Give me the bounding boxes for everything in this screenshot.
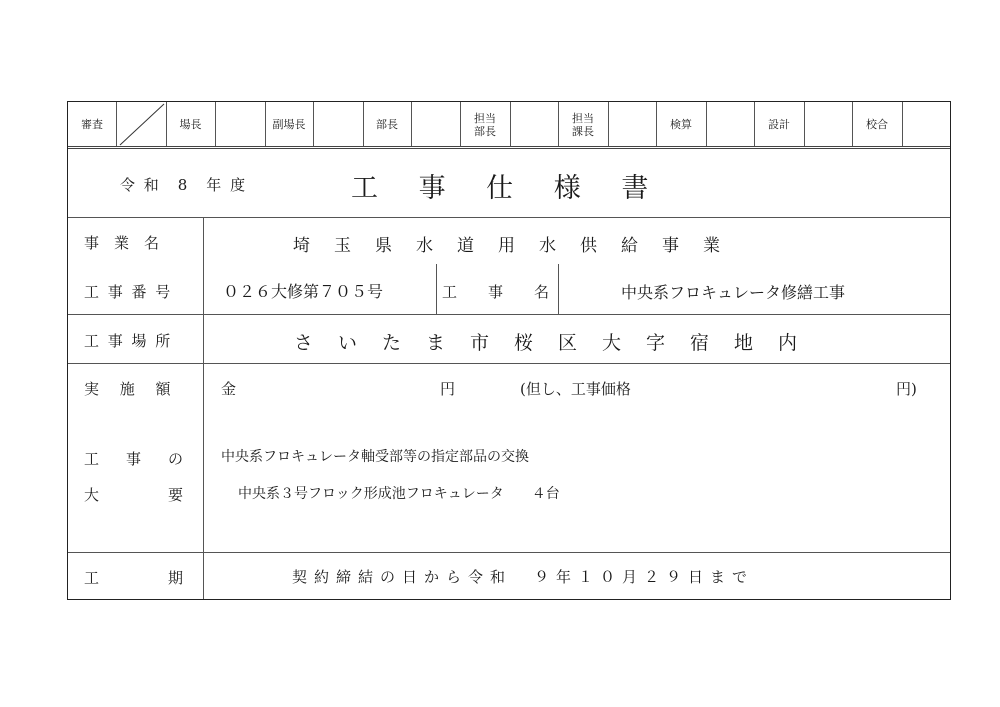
location-value: さいたま市桜区大字宿地内 [294,332,823,354]
work-name-divider [558,264,559,314]
row-divider [68,217,950,218]
location-label: 工 事 場 所 [84,332,173,350]
stamp-strike-line [116,102,166,146]
outline-line-1: 中央系フロキュレータ軸受部等の指定部品の交換 [221,449,529,465]
project-name-label: 事 業 名 [84,234,160,252]
stamp-label-assigned-director: 担当 部長 [474,111,496,138]
stamp-divider [411,102,412,146]
row-divider [68,314,950,315]
work-name-label: 工 事 名 [442,283,558,301]
row-divider [68,552,950,553]
stamp-divider [804,102,805,146]
stamp-label-verification: 検算 [670,118,692,131]
amount-prefix: 金 [221,380,237,398]
stamp-label-proofreading: 校合 [866,118,888,131]
amount-yen: 円 [440,380,456,398]
period-value: 契約締結の日から令和 ９年１０月２９日まで [292,568,755,586]
work-number-label: 工 事 番 号 [84,283,173,301]
outline-label-line1: 工 事 の [84,450,190,468]
specification-form [67,101,951,600]
stamp-label-design: 設計 [768,118,790,131]
stamp-label-audit: 審査 [81,118,103,131]
amount-close: 円) [896,380,917,398]
stamp-divider [313,102,314,146]
outline-line-2: 中央系３号フロック形成池フロキュレータ ４台 [238,486,560,502]
project-name-value: 埼玉県水道用水供給事業 [293,236,744,256]
stamp-divider [215,102,216,146]
amount-note: (但し、工事価格 [520,380,631,398]
stamp-label-plant-chief: 場長 [179,118,202,131]
stamp-divider [510,102,511,146]
label-column-divider [203,217,204,599]
work-name-value: 中央系フロキュレータ修繕工事 [621,283,846,302]
work-number-value: ０２６大修第７０５号 [223,282,384,301]
stamp-label-assigned-section-chief: 担当 課長 [572,111,594,138]
stamp-label-deputy-chief: 副場長 [272,118,306,131]
period-label: 工 期 [84,569,190,587]
row-divider [68,363,950,364]
stamp-divider [608,102,609,146]
amount-label: 実 施 額 [84,380,179,398]
fiscal-year: 令 和 8 年 度 [120,176,248,194]
stamp-divider [706,102,707,146]
outline-label-line2: 大 要 [84,486,190,504]
doc-title: 工 事 仕 様 書 [351,173,665,204]
stamp-label-director: 部長 [376,118,398,131]
work-name-divider [436,264,437,314]
stamp-divider [902,102,903,146]
